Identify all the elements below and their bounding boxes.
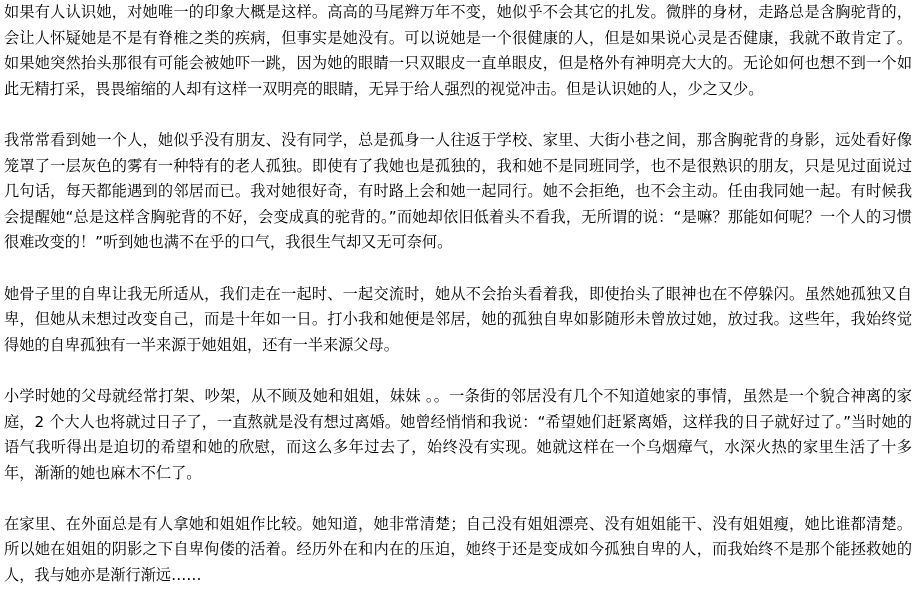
paragraph-5: 在家里、在外面总是有人拿她和姐姐作比较。她知道，她非常清楚；自己没有姐姐漂亮、没有姐姐能干、没有姐姐瘦，她比谁都清楚。所以她在姐姐的阴影之下自卑佝偻的活着。经历外在和内在的压迫，她终于还是变成如今孤独自卑的人，而我始终不是那个能拯救她的人，我与她亦是渐行渐远…… — [4, 514, 912, 585]
article-body — [4, 0, 912, 589]
paragraph-gap — [4, 358, 912, 384]
paragraph-gap — [4, 486, 912, 512]
paragraph-4: 小学时她的父母就经常打架、吵架，从不顾及她和姐姐，妹妹 。。一条街的邻居没有几个不知道她家的事情，虽然是一个貌合神离的家庭，2 个大人也将就过日子了，一直熬就是没有想过离婚。她曾经悄悄和我说：“希望她们赶紧离婚，这样我的日子就好过了。”当时她的语气我听得出是迫切的希望和她的欣慰，而这么多年过去了，始终没有实现。她就这样在一个乌烟瘴气，水深火热的家里生活了十多年，渐渐的她也麻木不仁了。 — [4, 386, 912, 482]
paragraph-2: 我常常看到她一个人，她似乎没有朋友、没有同学，总是孤身一人往返于学校、家里、大街小巷之间，那含胸驼背的身影，远处看好像笼罩了一层灰色的雾有一种特有的老人孤独。即使有了我她也是孤独的，我和她不是同班同学，也不是很熟识的朋友，只是见过面说过几句话，每天都能遇到的邻居而已。我对她很好奇，有时路上会和她一起同行。她不会拒绝，也不会主动。任由我同她一起。有时候我会提醒她“总是这样含胸驼背的不好，会变成真的驼背的。”而她却依旧低着头不看我，无所谓的说：“是嘛？那能如何呢？一个人的习惯很难改变的！”听到她也满不在乎的口气，我很生气却又无可奈何。 — [4, 130, 912, 252]
paragraph-1: 如果有人认识她，对她唯一的印象大概是这样。高高的马尾辫万年不变，她似乎不会其它的扎发。微胖的身材，走路总是含胸驼背的，会让人怀疑她是不是有脊椎之类的疾病，但事实是她没有。可以说她是一个很健康的人，但是如果说心灵是否健康，我就不敢肯定了。如果她突然抬头那很有可能会被她吓一跳，因为她的眼睛一只双眼皮一直单眼皮，但是格外有神明亮大大的。无论如何也想不到一个如此无精打采，畏畏缩缩的人却有这样一双明亮的眼睛，无异于给人强烈的视觉冲击。但是认识她的人，少之又少。 — [4, 3, 912, 98]
paragraph-3: 她骨子里的自卑让我无所适从，我们走在一起时、一起交流时，她从不会抬头看着我，即使抬头了眼神也在不停躲闪。虽然她孤独又自卑，但她从未想过改变自己，而是十年如一日。打小我和她便是邻居，她的孤独自卑如影随形未曾放过她，放过我。这些年，我始终觉得她的自卑孤独有一半来源于她姐姐，还有一半来源父母。 — [4, 284, 912, 354]
paragraph-gap — [4, 102, 912, 128]
paragraph-gap — [4, 256, 912, 282]
